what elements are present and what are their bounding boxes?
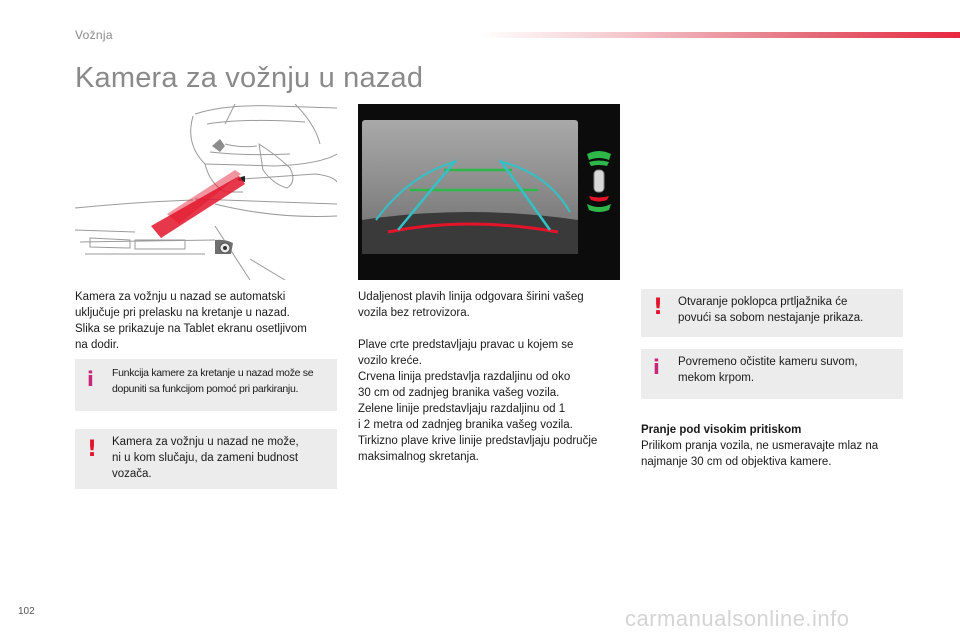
note-line: ni u kom slučaju, da zameni budnost [112,452,299,464]
text-line: vozilo kreće. [358,355,422,367]
text-line: Udaljenost plavih linija odgovara širini vašeg [358,291,584,303]
note-line: Kamera za vožnju u nazad ne može, [112,436,299,448]
header-accent-bar [480,32,960,38]
page-title: Kamera za vožnju u nazad [75,62,424,94]
line-width-paragraph [358,289,628,321]
text-line: Zelene linije predstavljaju razdaljinu od 1 [358,403,566,415]
car-rear-illustration [75,104,337,280]
note-line: mekom krpom. [678,372,755,384]
watermark: carmanualsonline.info [625,606,850,631]
info-note-box [641,349,903,399]
line-meaning-paragraph [358,337,633,465]
text-line: najmanje 30 cm od objektiva kamere. [641,456,832,468]
text-line: uključuje pri prelasku na kretanje u nazad. [75,307,290,319]
info-icon: i [653,355,660,379]
warning-icon: ! [87,437,98,462]
note-line: Funkcija kamere za kretanje u nazad može se [112,367,314,379]
text-line: Tirkizno plave krive linije predstavljaju područje [358,435,598,447]
text-line: maksimalnog skretanja. [358,451,479,463]
text-line: 30 cm od zadnjeg branika vašeg vozila. [358,387,560,399]
text-line: Slika se prikazuje na Tablet ekranu osetljivom [75,323,307,335]
text-line: i 2 metra od zadnjeg branika vašeg vozila. [358,419,573,431]
text-line: Prilikom pranja vozila, ne usmeravajte mlaz na [641,440,879,452]
text-line: na dodir. [75,339,120,351]
info-note-box [75,359,337,411]
info-icon: i [87,367,94,391]
page-number: 102 [18,606,35,617]
intro-paragraph [75,289,337,353]
text-line: Plave crte predstavljaju pravac u kojem se [358,339,574,351]
text-line: vozila bez retrovizora. [358,307,470,319]
pressure-wash-section [641,422,916,470]
text-line: Kamera za vožnju u nazad se automatski [75,291,286,303]
note-line: dopuniti sa funkcijom pomoć pri parkiranju. [112,383,299,395]
note-line: vozača. [112,468,152,480]
note-line: povući sa sobom nestajanje prikaza. [678,312,864,324]
warning-note-box [641,289,903,337]
note-line: Povremeno očistite kameru suvom, [678,356,858,368]
warning-icon: ! [653,295,664,320]
section-heading: Pranje pod visokim pritiskom [641,424,802,436]
camera-display-image [358,104,620,280]
section-label: Vožnja [75,28,113,42]
note-line: Otvaranje poklopca prtljažnika će [678,296,848,308]
warning-note-box [75,429,337,489]
text-line: Crvena linija predstavlja razdaljinu od oko [358,371,571,383]
